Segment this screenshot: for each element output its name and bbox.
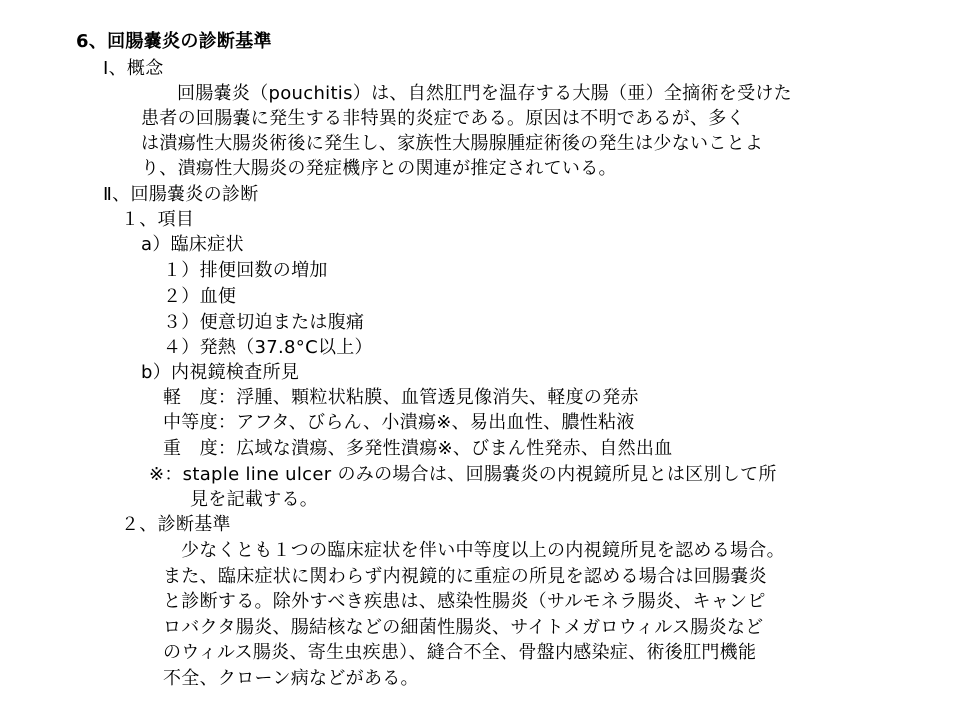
criteria-paragraph-line: ロバクタ腸炎、腸結核などの細菌性腸炎、サイトメガロウィルス腸炎など (163, 617, 764, 638)
endoscopy-note-line: 見を記載する。 (190, 489, 319, 510)
section1-paragraph-line: は潰瘍性大腸炎術後に発生し、家族性大腸腺腫症術後の発生は少ないことよ (141, 133, 764, 154)
clinical-symptom-item: ２）血便 (163, 286, 237, 307)
section1-paragraph-line: 患者の回腸嚢に発生する非特異的炎症である。原因は不明であるが、多く (141, 108, 745, 129)
section1-paragraph-line: り、潰瘍性大腸炎の発症機序との関連が推定されている。 (141, 158, 617, 179)
criteria-paragraph-line: 少なくとも１つの臨床症状を伴い中等度以上の内視鏡所見を認める場合。 (181, 540, 785, 561)
document-title: 6、回腸嚢炎の診断基準 (76, 31, 272, 52)
clinical-symptoms-heading: a）臨床症状 (141, 234, 244, 255)
criteria-paragraph-line: 不全、クローン病などがある。 (163, 668, 419, 689)
section1-paragraph-line: 回腸嚢炎（pouchitis）は、自然肛門を温存する大腸（亜）全摘術を受けた (177, 83, 792, 104)
clinical-symptom-item: ４）発熱（37.8°C以上） (163, 337, 373, 358)
criteria-paragraph-line: のウィルス腸炎、寄生虫疾患）、縫合不全、骨盤内感染症、術後肛門機能 (163, 642, 757, 663)
item2-heading: ２、診断基準 (121, 514, 231, 535)
endoscopy-finding-item: 中等度：アフタ、びらん、小潰瘍※、易出血性、膿性粘液 (163, 412, 635, 433)
clinical-symptom-item: １）排便回数の増加 (163, 260, 328, 281)
clinical-symptom-item: ３）便意切迫または腹痛 (163, 312, 365, 333)
item1-heading: １、項目 (121, 209, 195, 230)
section1-heading: Ⅰ、概念 (103, 58, 164, 79)
endoscopy-finding-item: 軽 度：浮腫、顆粒状粘膜、血管透見像消失、軽度の発赤 (163, 387, 639, 408)
endoscopy-heading: b）内視鏡検査所見 (141, 362, 300, 383)
endoscopy-note-line: ※：staple line ulcer のみの場合は、回腸嚢炎の内視鏡所見とは区別して所 (149, 464, 777, 485)
section2-heading: Ⅱ、回腸嚢炎の診断 (103, 184, 259, 205)
criteria-paragraph-line: また、臨床症状に関わらず内視鏡的に重症の所見を認める場合は回腸嚢炎 (163, 566, 767, 587)
endoscopy-finding-item: 重 度：広域な潰瘍、多発性潰瘍※、びまん性発赤、自然出血 (163, 438, 673, 459)
criteria-paragraph-line: と診断する。除外すべき疾患は、感染性腸炎（サルモネラ腸炎、キャンピ (163, 591, 766, 612)
